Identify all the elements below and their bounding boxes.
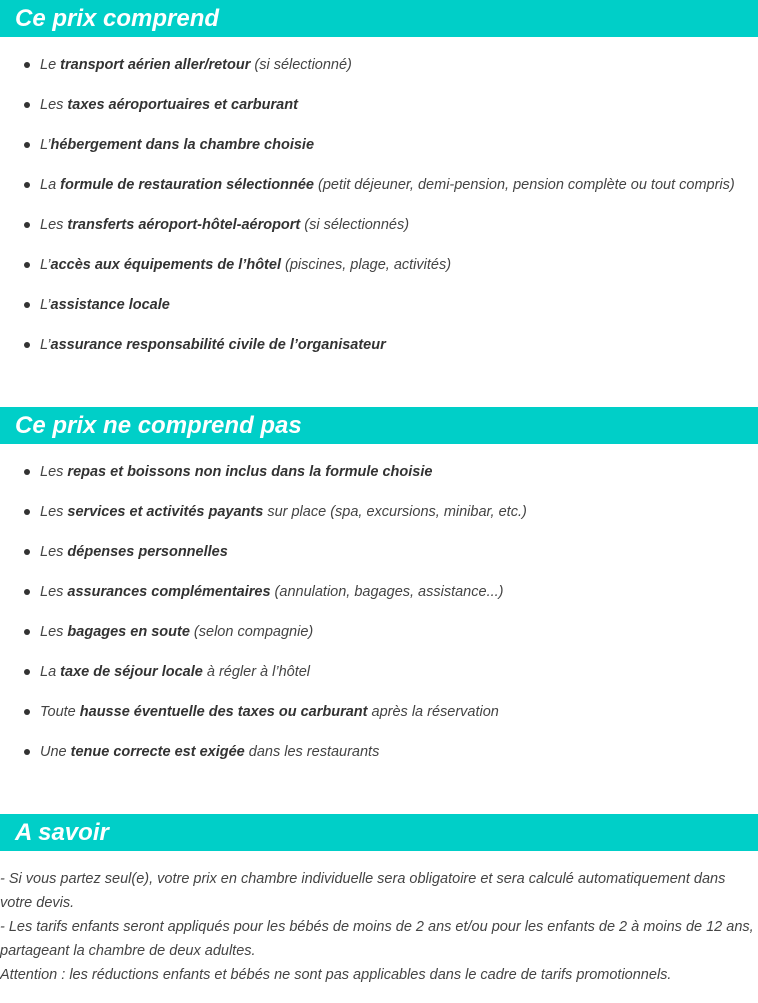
bullet-icon bbox=[24, 549, 30, 555]
item-highlight: assistance locale bbox=[50, 297, 170, 313]
section-title-excluded: Ce prix ne comprend pas bbox=[15, 412, 302, 439]
list-item bbox=[0, 55, 735, 95]
list-item bbox=[0, 702, 527, 742]
bullet-icon bbox=[24, 222, 30, 228]
item-prefix: La bbox=[40, 177, 61, 193]
bullet-icon bbox=[24, 142, 30, 148]
info-line-attention: Attention : les réductions enfants et bébés ne sont pas applicables dans le cadre de tarifs promotionnels. bbox=[0, 967, 672, 983]
list-item bbox=[0, 742, 527, 782]
info-line-single-room: - Si vous partez seul(e), votre prix en chambre individuelle sera obligatoire et sera calculé automatiquement dans votre devis. bbox=[0, 871, 726, 911]
item-prefix: Les bbox=[40, 217, 68, 233]
section-title-info: A savoir bbox=[15, 819, 109, 846]
bullet-icon bbox=[24, 629, 30, 635]
bullet-icon bbox=[24, 669, 30, 675]
section-header-excluded bbox=[0, 407, 758, 444]
list-item bbox=[0, 295, 735, 335]
item-prefix: Toute bbox=[40, 704, 80, 720]
item-highlight: hausse éventuelle des taxes ou carburant bbox=[79, 704, 368, 720]
bullet-icon bbox=[24, 749, 30, 755]
item-prefix: Les bbox=[40, 97, 68, 113]
item-highlight: transport aérien aller/retour bbox=[60, 57, 251, 73]
item-suffix: à régler à l’hôtel bbox=[202, 664, 311, 680]
bullet-icon bbox=[24, 262, 30, 268]
list-item bbox=[0, 335, 735, 375]
list-item bbox=[0, 582, 527, 622]
list-item bbox=[0, 622, 527, 662]
item-prefix: La bbox=[40, 664, 61, 680]
section-header-included bbox=[0, 0, 758, 37]
bullet-icon bbox=[24, 509, 30, 515]
item-suffix: (annulation, bagages, assistance...) bbox=[270, 584, 504, 600]
bullet-icon bbox=[24, 342, 30, 348]
excluded-list bbox=[0, 462, 527, 782]
item-highlight: bagages en soute bbox=[67, 624, 190, 640]
item-prefix: Les bbox=[40, 584, 68, 600]
bullet-icon bbox=[24, 182, 30, 188]
item-highlight: formule de restauration sélectionnée bbox=[60, 177, 314, 193]
info-line-children-rates: - Les tarifs enfants seront appliqués pour les bébés de moins de 2 ans et/ou pour les enfants de 2 à moins de 12 ans, partageant la chambre de deux adultes. bbox=[0, 919, 754, 959]
item-suffix: (piscines, plage, activités) bbox=[280, 257, 452, 273]
item-prefix: L’ bbox=[40, 137, 51, 153]
item-prefix: Les bbox=[40, 504, 68, 520]
list-item bbox=[0, 662, 527, 702]
item-suffix: (selon compagnie) bbox=[189, 624, 314, 640]
bullet-icon bbox=[24, 709, 30, 715]
list-item bbox=[0, 255, 735, 295]
item-prefix: Le bbox=[40, 57, 61, 73]
item-suffix: (petit déjeuner, demi-pension, pension complète ou tout compris) bbox=[314, 177, 735, 193]
item-suffix: sur place (spa, excursions, minibar, etc.) bbox=[263, 504, 527, 520]
list-item bbox=[0, 542, 527, 582]
item-prefix: Les bbox=[40, 624, 68, 640]
item-highlight: transferts aéroport-hôtel-aéroport bbox=[67, 217, 301, 233]
list-item bbox=[0, 502, 527, 542]
item-prefix: Les bbox=[40, 464, 68, 480]
bullet-icon bbox=[24, 302, 30, 308]
list-item bbox=[0, 462, 527, 502]
item-prefix: L’ bbox=[40, 337, 51, 353]
item-highlight: taxes aéroportuaires et carburant bbox=[67, 97, 298, 113]
bullet-icon bbox=[24, 62, 30, 68]
item-highlight: assurances complémentaires bbox=[67, 584, 271, 600]
section-title-included: Ce prix comprend bbox=[15, 5, 220, 32]
item-suffix: (si sélectionnés) bbox=[300, 217, 410, 233]
item-highlight: taxe de séjour locale bbox=[60, 664, 203, 680]
item-prefix: Une bbox=[40, 744, 71, 760]
info-text bbox=[0, 867, 758, 987]
item-suffix: dans les restaurants bbox=[244, 744, 380, 760]
item-highlight: dépenses personnelles bbox=[67, 544, 228, 560]
bullet-icon bbox=[24, 469, 30, 475]
item-highlight: repas et boissons non inclus dans la formule choisie bbox=[67, 464, 433, 480]
section-header-info bbox=[0, 814, 758, 851]
bullet-icon bbox=[24, 589, 30, 595]
item-highlight: assurance responsabilité civile de l’organisateur bbox=[50, 337, 386, 353]
item-prefix: Les bbox=[40, 544, 68, 560]
item-highlight: accès aux équipements de l’hôtel bbox=[50, 257, 281, 273]
list-item bbox=[0, 135, 735, 175]
list-item bbox=[0, 95, 735, 135]
list-item bbox=[0, 175, 735, 215]
item-highlight: services et activités payants bbox=[67, 504, 264, 520]
item-highlight: hébergement dans la chambre choisie bbox=[50, 137, 315, 153]
item-suffix: après la réservation bbox=[367, 704, 499, 720]
item-suffix: (si sélectionné) bbox=[250, 57, 352, 73]
list-item bbox=[0, 215, 735, 255]
item-prefix: L’ bbox=[40, 257, 51, 273]
item-highlight: tenue correcte est exigée bbox=[70, 744, 245, 760]
item-prefix: L’ bbox=[40, 297, 51, 313]
bullet-icon bbox=[24, 102, 30, 108]
included-list bbox=[0, 55, 735, 375]
